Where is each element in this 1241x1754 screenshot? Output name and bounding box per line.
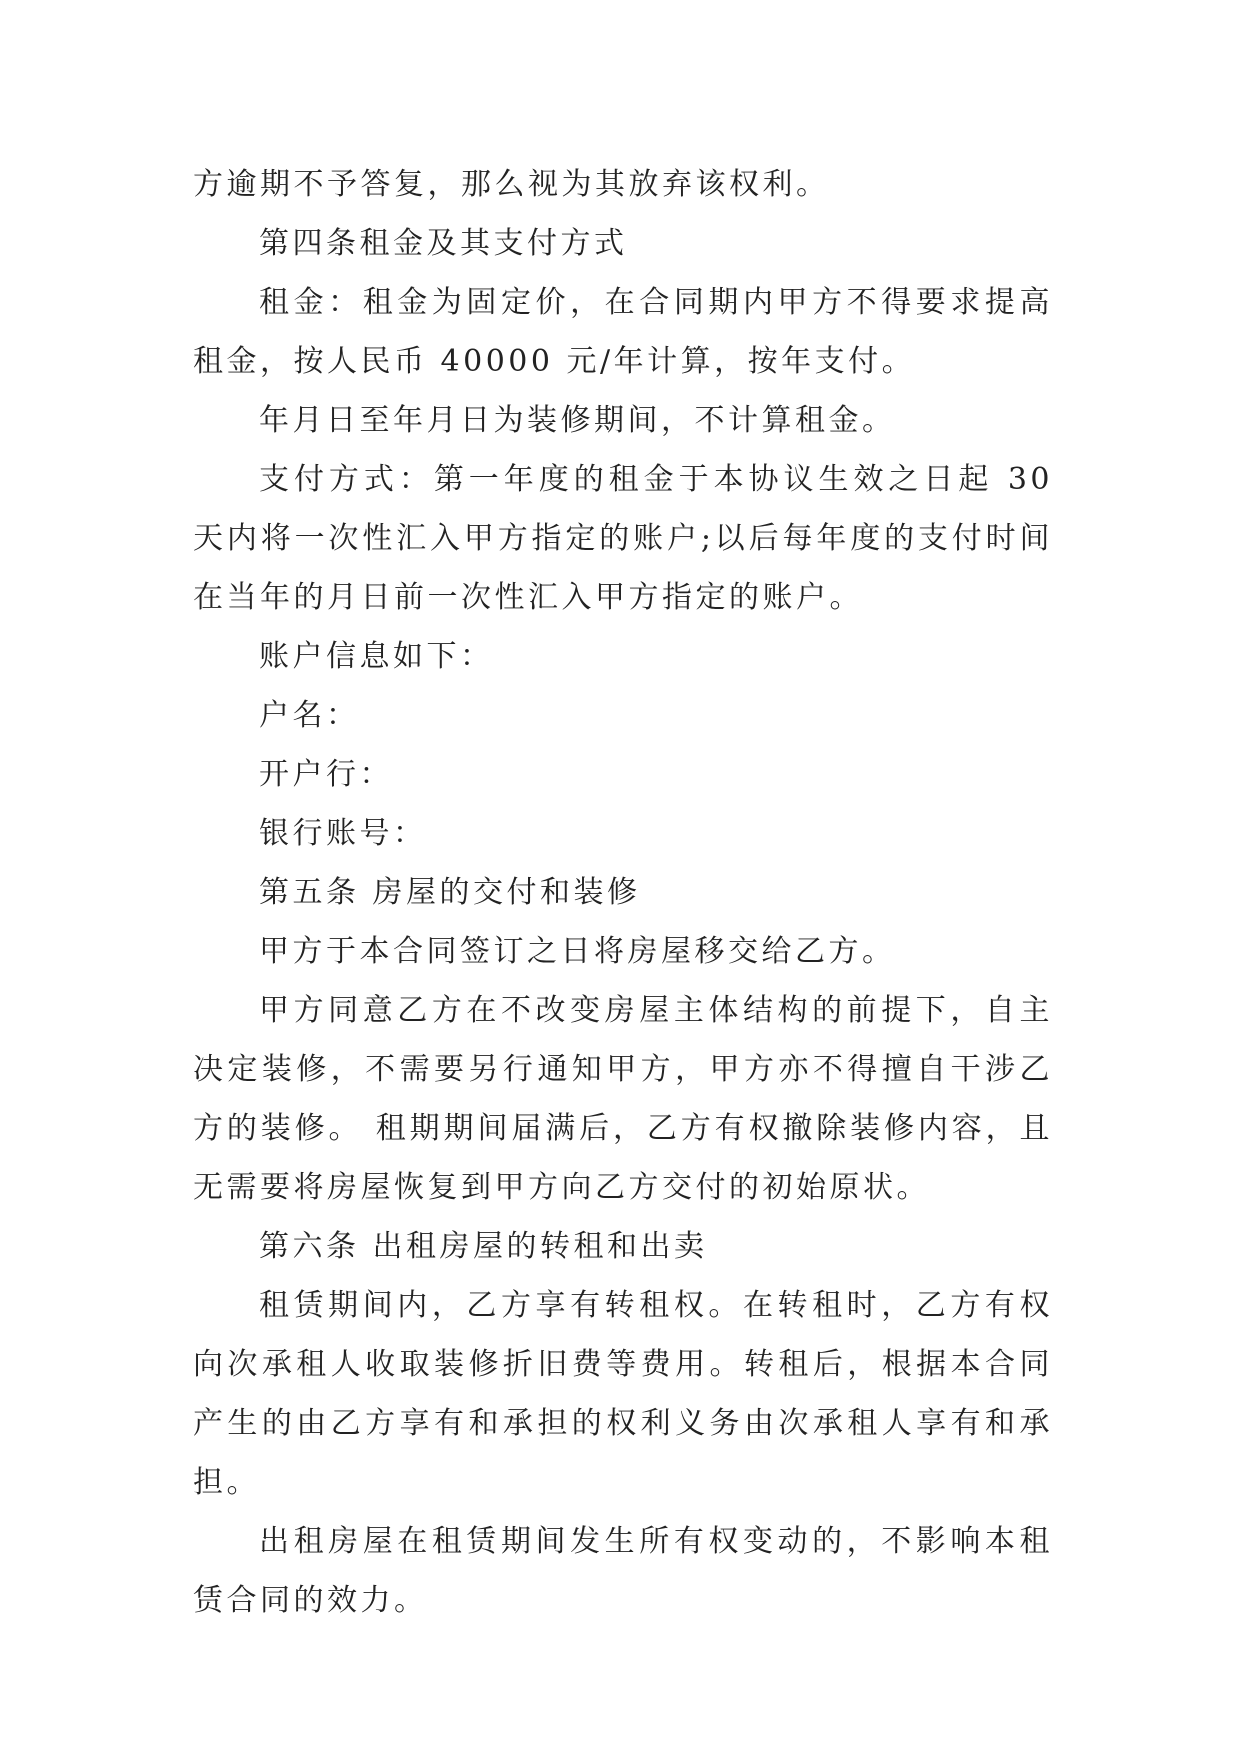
paragraph-handover: 甲方于本合同签订之日将房屋移交给乙方。 <box>259 934 896 969</box>
paragraph-decoration: 甲方同意乙方在不改变房屋主体结构的前提下，自主决定装修，不需要另行通知甲方，甲方亦不得擅自干涉乙方的装修。 租期期间届满后，乙方有权撤除装修内容，且无需要将房屋恢复到甲方向乙方交付的初始原状。 <box>193 993 1053 1205</box>
paragraph-renovation-period: 年月日至年月日为装修期间，不计算租金。 <box>259 403 896 438</box>
document-body <box>193 155 1053 1630</box>
paragraph-account-info: 账户信息如下： <box>259 639 494 674</box>
paragraph-ownership-change: 出租房屋在租赁期间发生所有权变动的，不影响本租赁合同的效力。 <box>193 1524 1053 1618</box>
paragraph-continuation: 方逾期不予答复，那么视为其放弃该权利。 <box>193 167 830 202</box>
paragraph-payment-method: 支付方式：第一年度的租金于本协议生效之日起 30 天内将一次性汇入甲方指定的账户;以后每年度的支付时间在当年的月日前一次性汇入甲方指定的账户。 <box>193 462 1053 615</box>
field-account-number: 银行账号： <box>259 816 427 851</box>
heading-article-4: 第四条租金及其支付方式 <box>259 226 628 261</box>
field-bank: 开户行： <box>259 757 393 792</box>
paragraph-rent: 租金：租金为固定价，在合同期内甲方不得要求提高租金，按人民币 40000 元/年计算，按年支付。 <box>193 285 1053 379</box>
field-account-name: 户名： <box>259 698 360 733</box>
heading-article-5: 第五条 房屋的交付和装修 <box>259 875 641 910</box>
paragraph-sublease: 租赁期间内，乙方享有转租权。在转租时，乙方有权向次承租人收取装修折旧费等费用。转租后，根据本合同产生的由乙方享有和承担的权利义务由次承租人享有和承担。 <box>193 1288 1053 1500</box>
heading-article-6: 第六条 出租房屋的转租和出卖 <box>259 1229 708 1264</box>
